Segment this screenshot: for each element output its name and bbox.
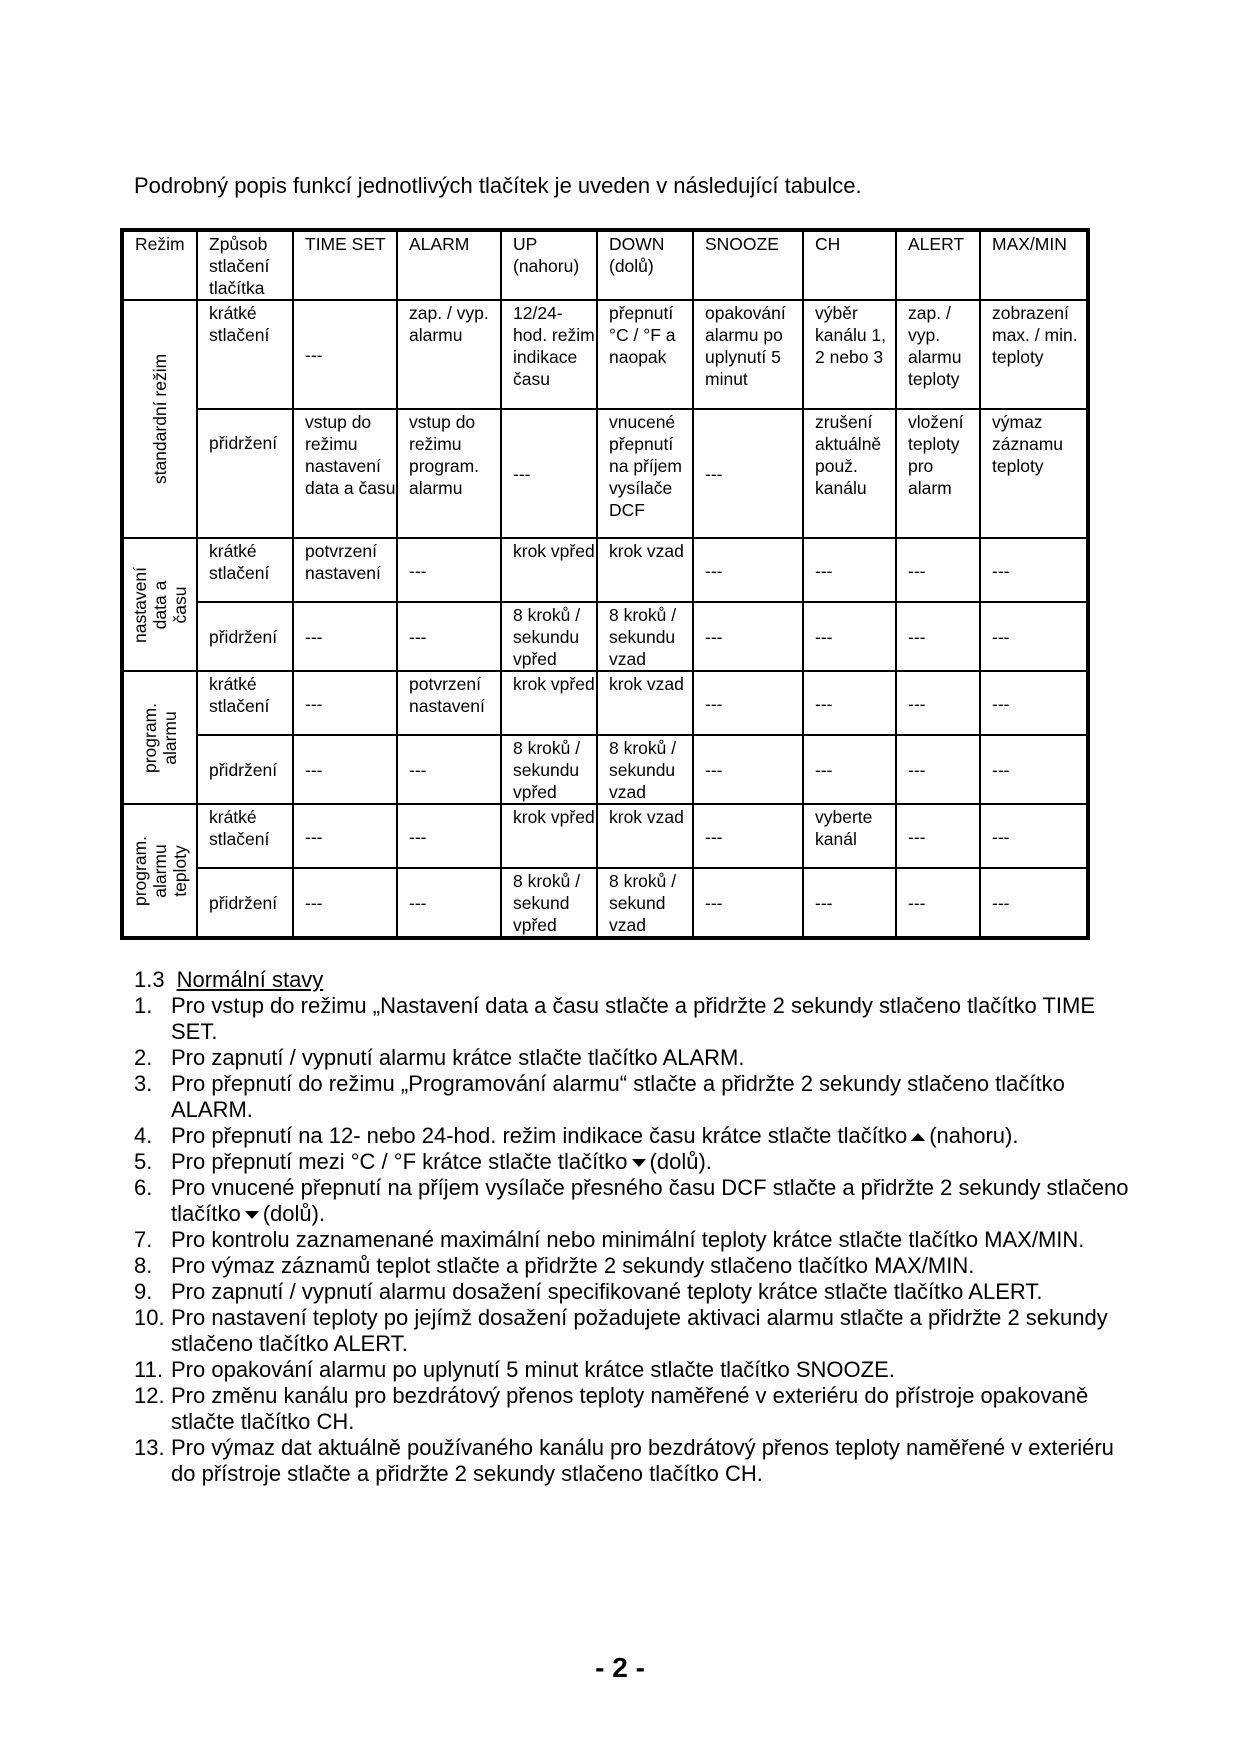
table-cell: ---	[397, 538, 501, 602]
header-cell: Režim	[122, 230, 197, 300]
table-cell: ---	[896, 671, 980, 735]
button-function-table	[120, 228, 1090, 940]
table-cell: ---	[293, 602, 397, 671]
table-row	[122, 538, 1088, 602]
header-cell: TIME SET	[293, 230, 397, 300]
item-text: Pro nastavení teploty po jejímž dosažení požadujete aktivaci alarmu stlačte a přidržte 2 sekundy stlačeno tlačítko ALERT.	[171, 1305, 1108, 1356]
header-cell: CH	[803, 230, 896, 300]
item-text: Pro přepnutí mezi °C / °F krátce stlačte tlačítko	[171, 1149, 628, 1174]
item-number: 4.	[134, 1123, 153, 1148]
table-cell: ---	[803, 538, 896, 602]
table-cell: ---	[693, 804, 803, 868]
mode-label: program. alarmu teploty	[130, 835, 190, 906]
item-text: Pro přepnutí na 12- nebo 24-hod. režim indikace času krátce stlačte tlačítko	[171, 1123, 908, 1148]
mode-cell	[122, 671, 197, 804]
table-cell: 12/24-hod. režim indikace času	[501, 300, 597, 409]
item-number: 2.	[134, 1045, 153, 1070]
table-cell: ---	[980, 538, 1088, 602]
section-number: 1.3	[134, 967, 165, 992]
press-type-cell: přidržení	[197, 409, 293, 538]
table-cell: ---	[293, 804, 397, 868]
intro-text: Podrobný popis funkcí jednotlivých tlačítek je uveden v následující tabulce.	[134, 173, 862, 198]
item-text: Pro výmaz záznamů teplot stlačte a přidržte 2 sekundy stlačeno tlačítko MAX/MIN.	[171, 1253, 975, 1278]
table-cell: ---	[896, 735, 980, 804]
table-cell: potvrzení nastavení	[293, 538, 397, 602]
press-type-cell: přidržení	[197, 602, 293, 671]
item-number: 6.	[134, 1175, 153, 1200]
table-cell: ---	[803, 671, 896, 735]
table-cell: krok vpřed	[501, 671, 597, 735]
item-text: Pro kontrolu zaznamenané maximální nebo minimální teploty krátce stlačte tlačítko MAX/MIN.	[171, 1227, 1085, 1252]
table-cell: ---	[397, 868, 501, 938]
table-cell: ---	[896, 868, 980, 938]
table-cell: výběr kanálu 1, 2 nebo 3	[803, 300, 896, 409]
list-item	[134, 1279, 1134, 1305]
table-cell: ---	[397, 735, 501, 804]
item-text: Pro změnu kanálu pro bezdrátový přenos teploty naměřené v exteriéru do přístroje opakovaně stlačte tlačítko CH.	[171, 1383, 1089, 1434]
table-cell: vnucené přepnutí na příjem vysílače DCF	[597, 409, 693, 538]
table-cell: zrušení aktuálně použ. kanálu	[803, 409, 896, 538]
section-heading	[134, 967, 1134, 993]
table-cell: 8 kroků / sekundu vzad	[597, 735, 693, 804]
item-text: Pro zapnutí / vypnutí alarmu krátce stlačte tlačítko ALARM.	[171, 1045, 745, 1070]
table-cell: ---	[293, 671, 397, 735]
table-row	[122, 602, 1088, 671]
table-cell: ---	[293, 735, 397, 804]
list-item	[134, 1227, 1134, 1253]
mode-label: nastavení data a času	[130, 566, 190, 643]
table-cell: ---	[980, 868, 1088, 938]
header-cell: ALARM	[397, 230, 501, 300]
item-text: Pro zapnutí / vypnutí alarmu dosažení specifikované teploty krátce stlačte tlačítko ALERT.	[171, 1279, 1043, 1304]
table-cell: ---	[397, 804, 501, 868]
mode-label: program. alarmu	[140, 702, 180, 773]
up-arrow-icon	[911, 1133, 925, 1141]
table-row	[122, 804, 1088, 868]
table-cell: opakování alarmu po uplynutí 5 minut	[693, 300, 803, 409]
table-cell: ---	[501, 409, 597, 538]
page-number: - 2 -	[595, 1652, 645, 1683]
table-cell: krok vzad	[597, 804, 693, 868]
table-cell: ---	[693, 602, 803, 671]
press-type-cell: přidržení	[197, 735, 293, 804]
mode-cell	[122, 300, 197, 538]
item-text-suffix: (nahoru).	[929, 1123, 1019, 1148]
table-cell: ---	[693, 409, 803, 538]
item-text: Pro přepnutí do režimu „Programování alarmu“ stlačte a přidržte 2 sekundy stlačeno tlačítko ALARM.	[171, 1071, 1065, 1122]
list-item	[134, 1383, 1134, 1435]
table-row	[122, 671, 1088, 735]
down-arrow-icon	[245, 1211, 259, 1219]
table-cell: potvrzení nastavení	[397, 671, 501, 735]
table-cell: 8 kroků / sekund vpřed	[501, 868, 597, 938]
table-cell: 8 kroků / sekund vzad	[597, 868, 693, 938]
table-cell: 8 kroků / sekundu vzad	[597, 602, 693, 671]
table-cell: vstup do režimu program. alarmu	[397, 409, 501, 538]
press-type-cell: krátké stlačení	[197, 804, 293, 868]
table-cell: ---	[803, 868, 896, 938]
item-text: Pro opakování alarmu po uplynutí 5 minut krátce stlačte tlačítko SNOOZE.	[171, 1357, 895, 1382]
section-title: Normální stavy	[176, 967, 324, 992]
table-cell: ---	[803, 602, 896, 671]
table-cell: ---	[980, 804, 1088, 868]
list-item	[134, 1045, 1134, 1071]
header-cell: UP (nahoru)	[501, 230, 597, 300]
list-item	[134, 1123, 1134, 1149]
table-cell: ---	[980, 735, 1088, 804]
normal-states-section	[134, 967, 1134, 1487]
item-number: 10.	[134, 1305, 165, 1330]
table-cell: ---	[896, 804, 980, 868]
list-item	[134, 1357, 1134, 1383]
table-cell: 8 kroků / sekundu vpřed	[501, 602, 597, 671]
item-text-suffix: (dolů).	[262, 1201, 326, 1226]
press-type-cell: krátké stlačení	[197, 671, 293, 735]
table-cell: vyberte kanál	[803, 804, 896, 868]
item-text-suffix: (dolů).	[649, 1149, 712, 1174]
table-cell: ---	[693, 868, 803, 938]
item-text: Pro vstup do režimu „Nastavení data a času stlačte a přidržte 2 sekundy stlačeno tlačítko TIME SET.	[171, 993, 1096, 1044]
table-cell: ---	[980, 602, 1088, 671]
table-cell: ---	[896, 538, 980, 602]
table-cell: krok vzad	[597, 671, 693, 735]
header-cell: MAX/MIN	[980, 230, 1088, 300]
instruction-list	[134, 993, 1134, 1487]
item-number: 8.	[134, 1253, 153, 1278]
list-item	[134, 993, 1134, 1045]
table-cell: ---	[693, 538, 803, 602]
table-cell: zap. / vyp. alarmu teploty	[896, 300, 980, 409]
item-text: Pro výmaz dat aktuálně používaného kanálu pro bezdrátový přenos teploty naměřené v exteriéru do přístroje stlačte a přidržte 2 sekundy stlačeno tlačítko CH.	[171, 1435, 1114, 1486]
list-item	[134, 1435, 1134, 1487]
list-item	[134, 1253, 1134, 1279]
press-type-cell: přidržení	[197, 868, 293, 938]
table-cell: ---	[293, 868, 397, 938]
item-number: 5.	[134, 1149, 153, 1174]
item-text: Pro vnucené přepnutí na příjem vysílače přesného času DCF stlačte a přidržte 2 sekundy stlačeno tlačítko	[171, 1175, 1129, 1226]
header-cell: ALERT	[896, 230, 980, 300]
header-cell: DOWN (dolů)	[597, 230, 693, 300]
table-cell: zobrazení max. / min. teploty	[980, 300, 1088, 409]
header-cell: Způsob stlačení tlačítka	[197, 230, 293, 300]
table-row	[122, 868, 1088, 938]
table-cell: ---	[293, 300, 397, 409]
table-cell: vložení teploty pro alarm	[896, 409, 980, 538]
table-cell: ---	[397, 602, 501, 671]
table-cell: zap. / vyp. alarmu	[397, 300, 501, 409]
table-cell: ---	[896, 602, 980, 671]
list-item	[134, 1305, 1134, 1357]
list-item	[134, 1149, 1134, 1175]
table-cell: ---	[693, 671, 803, 735]
table-cell: výmaz záznamu teploty	[980, 409, 1088, 538]
item-number: 3.	[134, 1071, 153, 1096]
item-number: 1.	[134, 993, 153, 1018]
header-cell: SNOOZE	[693, 230, 803, 300]
item-number: 7.	[134, 1227, 153, 1252]
table-row	[122, 735, 1088, 804]
table-cell: 8 kroků / sekundu vpřed	[501, 735, 597, 804]
item-number: 13.	[134, 1435, 165, 1460]
press-type-cell: krátké stlačení	[197, 538, 293, 602]
item-number: 9.	[134, 1279, 153, 1304]
mode-cell	[122, 538, 197, 671]
table-row	[122, 300, 1088, 409]
list-item	[134, 1071, 1134, 1123]
table-cell: krok vpřed	[501, 538, 597, 602]
item-number: 12.	[134, 1383, 165, 1408]
press-type-cell: krátké stlačení	[197, 300, 293, 409]
table-cell: ---	[803, 735, 896, 804]
table-cell: ---	[980, 671, 1088, 735]
item-number: 11.	[134, 1357, 163, 1382]
list-item	[134, 1175, 1134, 1227]
table-header-row	[122, 230, 1088, 300]
table-cell: ---	[693, 735, 803, 804]
down-arrow-icon	[632, 1159, 646, 1167]
table-cell: přepnutí °C / °F a naopak	[597, 300, 693, 409]
table-cell: krok vpřed	[501, 804, 597, 868]
mode-label: standardní režim	[150, 353, 170, 485]
table-row	[122, 409, 1088, 538]
table-cell: krok vzad	[597, 538, 693, 602]
table-cell: vstup do režimu nastavení data a času	[293, 409, 397, 538]
mode-cell	[122, 804, 197, 938]
